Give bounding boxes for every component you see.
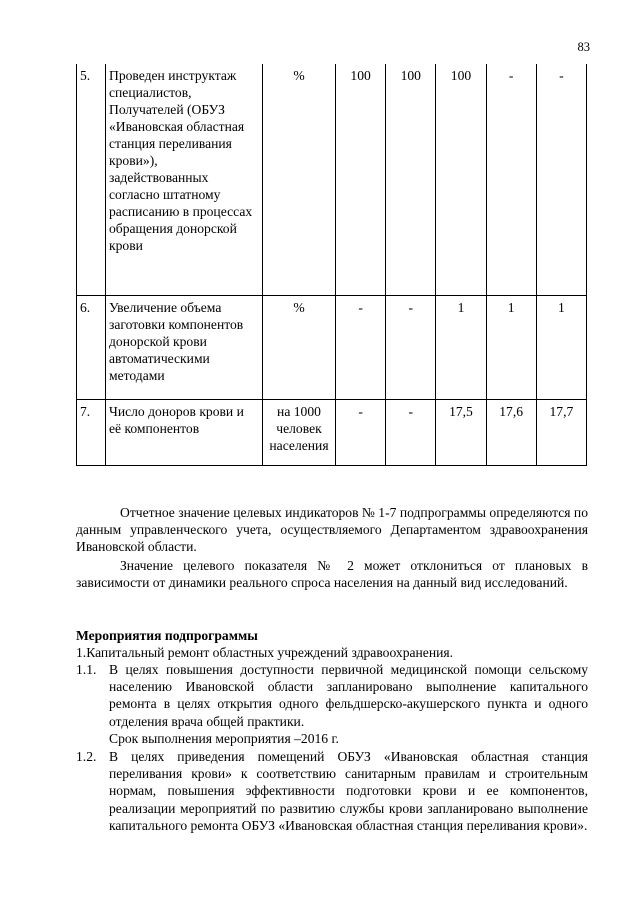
item-term: Срок выполнения мероприятия –2016 г. — [109, 730, 339, 746]
value-cell: 100 — [336, 64, 386, 296]
item-1: 1.Капитальный ремонт областных учреждений здравоохранения. — [76, 645, 454, 660]
item-text: В целях приведения помещений ОБУЗ «Ивановская областная станция переливания крови» к соответствию санитарным правилам и строительным нормам, повышения эффективности подготовки крови и ее компонентов, реализации мероприятий по развитию службы крови запланировано выполнение капитального ремонта ОБУЗ «Ивановская областная станция переливания крови». — [109, 749, 588, 833]
table-row — [77, 400, 587, 466]
value-cell: - — [386, 296, 436, 400]
item-1-1 — [76, 661, 588, 747]
value-cell: 17,7 — [536, 400, 586, 466]
value-cell: 1 — [486, 296, 536, 400]
value-cell: 1 — [436, 296, 486, 400]
value-cell: - — [386, 400, 436, 466]
paragraph-text: Значение целевого показателя № 2 может отклониться от плановых в зависимости от динамики реального спроса населения на данный вид исследований. — [76, 558, 588, 591]
item-number: 1.2. — [76, 749, 97, 764]
indicator-unit: % — [263, 64, 336, 296]
indicator-unit: на 1000 человек населения — [263, 400, 336, 466]
indicator-unit: % — [263, 296, 336, 400]
value-cell: - — [336, 400, 386, 466]
section-heading: Мероприятия подпрограммы — [76, 628, 258, 643]
indicator-name: Проведен инструктаж специалистов, Получателей (ОБУЗ «Ивановская областная станция переливания крови»), задействованных согласно штатному расписанию в процессах обращения донорской крови — [106, 64, 263, 296]
item-number: 1.1. — [76, 662, 97, 677]
paragraph-deviation — [76, 557, 588, 591]
value-cell: - — [536, 64, 586, 296]
value-cell: 17,6 — [486, 400, 536, 466]
indicator-name: Увеличение объема заготовки компонентов донорской крови автоматическими методами — [106, 296, 263, 400]
item-1-2 — [76, 748, 588, 834]
table-row — [77, 296, 587, 400]
item-text: В целях повышения доступности первичной медицинской помощи сельскому населению Ивановской области запланировано выполнение капитального ремонта в целях открытия одного фельдшерско-акушерского пункта и одного отделения врача общей практики. — [109, 662, 588, 729]
paragraph-text: Отчетное значение целевых индикаторов № 1-7 подпрограммы определяются по данным управленческого учета, осуществляемого Департаментом здравоохранения Ивановской области. — [76, 505, 588, 555]
value-cell: - — [486, 64, 536, 296]
value-cell: - — [336, 296, 386, 400]
paragraph-indicators-source — [76, 504, 588, 556]
row-number: 6. — [77, 296, 106, 400]
row-number: 5. — [77, 64, 106, 296]
indicators-table — [76, 64, 587, 466]
value-cell: 17,5 — [436, 400, 486, 466]
table-row — [77, 64, 587, 296]
row-number: 7. — [77, 400, 106, 466]
value-cell: 100 — [436, 64, 486, 296]
value-cell: 100 — [386, 64, 436, 296]
indicator-name: Число доноров крови и её компонентов — [106, 400, 263, 466]
page-number: 83 — [577, 40, 590, 54]
value-cell: 1 — [536, 296, 586, 400]
